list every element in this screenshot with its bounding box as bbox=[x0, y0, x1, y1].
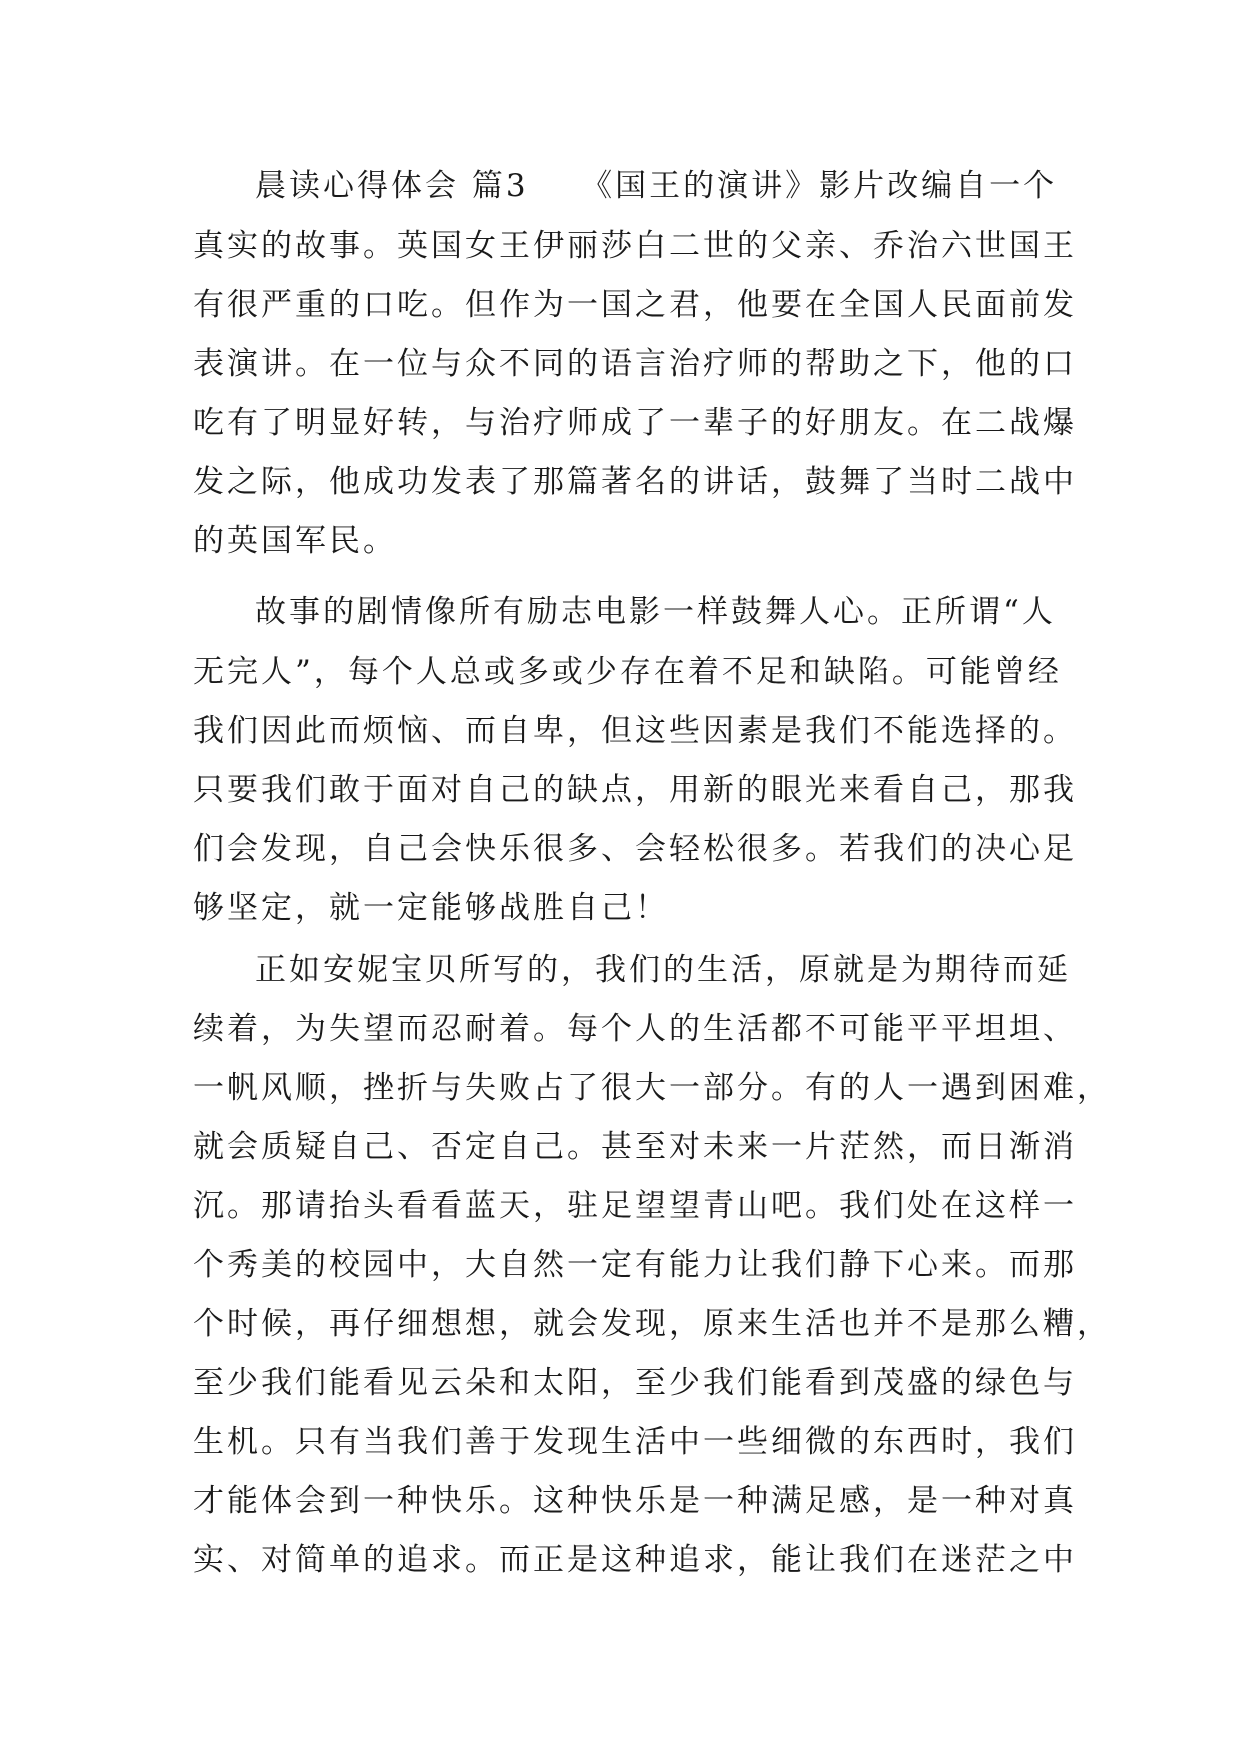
text-line: 故事的剧情像所有励志电影一样鼓舞人心。正所谓“人 bbox=[255, 594, 1056, 630]
text-line: 才能体会到一种快乐。这种快乐是一种满足感，是一种对真 bbox=[193, 1483, 1077, 1519]
text-line: 真实的故事。英国女王伊丽莎白二世的父亲、乔治六世国王 bbox=[193, 228, 1077, 264]
text-line: 吃有了明显好转，与治疗师成了一辈子的好朋友。在二战爆 bbox=[193, 405, 1077, 441]
text-line: 只要我们敢于面对自己的缺点，用新的眼光来看自己，那我 bbox=[193, 772, 1077, 808]
text-line: 续着，为失望而忍耐着。每个人的生活都不可能平平坦坦、 bbox=[193, 1011, 1077, 1047]
text-line: 表演讲。在一位与众不同的语言治疗师的帮助之下，他的口 bbox=[193, 346, 1077, 382]
text-line: 够坚定，就一定能够战胜自己！ bbox=[193, 890, 669, 926]
text-line: 们会发现，自己会快乐很多、会轻松很多。若我们的决心足 bbox=[193, 831, 1077, 867]
text-line: 正如安妮宝贝所写的，我们的生活，原就是为期待而延 bbox=[255, 952, 1071, 988]
text-line: 的英国军民。 bbox=[193, 523, 397, 559]
text-line: 一帆风顺，挫折与失败占了很大一部分。有的人一遇到困难， bbox=[193, 1070, 1111, 1106]
text-line: 实、对简单的追求。而正是这种追求，能让我们在迷茫之中 bbox=[193, 1542, 1077, 1578]
text-line: 沉。那请抬头看看蓝天，驻足望望青山吧。我们处在这样一 bbox=[193, 1188, 1077, 1224]
text-line: 至少我们能看见云朵和太阳，至少我们能看到茂盛的绿色与 bbox=[193, 1365, 1077, 1401]
text-line: 有很严重的口吃。但作为一国之君，他要在全国人民面前发 bbox=[193, 287, 1077, 323]
text-line: 个时候，再仔细想想，就会发现，原来生活也并不是那么糟， bbox=[193, 1306, 1111, 1342]
text-line: 个秀美的校园中，大自然一定有能力让我们静下心来。而那 bbox=[193, 1247, 1077, 1283]
text-line: 就会质疑自己、否定自己。甚至对未来一片茫然，而日渐消 bbox=[193, 1129, 1077, 1165]
text-line: 我们因此而烦恼、而自卑，但这些因素是我们不能选择的。 bbox=[193, 713, 1077, 749]
text-line: 发之际，他成功发表了那篇著名的讲话，鼓舞了当时二战中 bbox=[193, 464, 1077, 500]
text-line: 晨读心得体会 篇3 《国王的演讲》影片改编自一个 bbox=[255, 168, 1058, 204]
text-line: 生机。只有当我们善于发现生活中一些细微的东西时，我们 bbox=[193, 1424, 1077, 1460]
text-line: 无完人”，每个人总或多或少存在着不足和缺陷。可能曾经 bbox=[193, 654, 1062, 690]
